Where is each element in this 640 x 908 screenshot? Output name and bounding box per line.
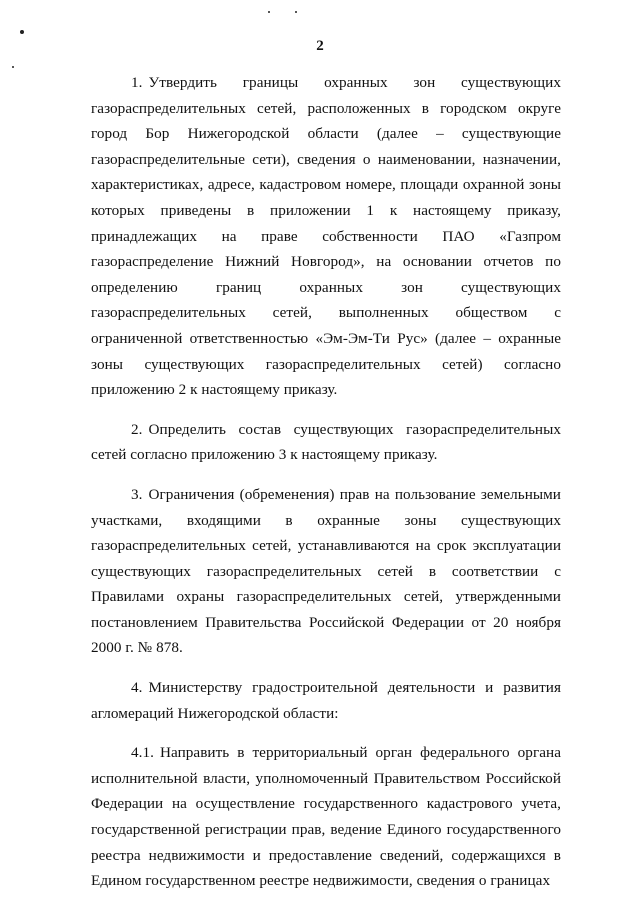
- paragraph-4-1: [91, 740, 561, 894]
- paragraph-text: Утвердить границы охранных зон существующих газораспределительных сетей, расположенных в городском округе город Бор Нижегородской области (далее – существующие газораспределительные сети), сведения о наименовании, назначении, характеристиках, адресе, кадастровом номере, площади охранной зоны которых приведены в приложении 1 к настоящему приказу, принадлежащих на праве собственности ПАО «Газпром газораспределение Нижний Новгород», на основании отчетов по определению границ охранных зон существующих газораспределительных сетей, выполненных обществом с ограниченной ответственностью «Эм-Эм-Ти Рус» (далее – охранные зоны существующих газораспределительных сетей) согласно приложению 2 к настоящему приказу.: [91, 74, 561, 399]
- paragraph-text: Ограничения (обременения) прав на пользование земельными участками, входящими в охранные зоны существующих газораспределительных сетей, устанавливаются на срок эксплуатации существующих газораспределительных сетей в соответствии с Правилами охраны газораспределительных сетей, утвержденными постановлением Правительства Российской Федерации от 20 ноября 2000 г. № 878.: [91, 485, 561, 657]
- paragraph-1: [91, 70, 561, 403]
- paragraph-number: 4.1.: [131, 744, 154, 762]
- scan-dot-mark: [295, 11, 297, 13]
- paragraph-text: Министерству градостроительной деятельности и развития агломераций Нижегородской области:: [91, 679, 561, 722]
- paragraph-number: 1.: [131, 74, 143, 91]
- paragraph-text: Определить состав существующих газораспределительных сетей согласно приложению 3 к настоящему приказу.: [91, 420, 561, 464]
- scan-dot-mark: [12, 66, 14, 68]
- page-number: 2: [316, 38, 324, 54]
- scan-dot-mark: [20, 30, 24, 34]
- paragraph-3: [91, 482, 561, 661]
- scan-dot-mark: [268, 11, 270, 13]
- paragraph-number: 4.: [131, 679, 143, 697]
- paragraph-2: [91, 417, 561, 468]
- paragraph-number: 3.: [131, 485, 143, 503]
- paragraph-text: Направить в территориальный орган федерального органа исполнительной власти, уполномоченный Правительством Российской Федерации на осуществление государственного кадастрового учета, государственной регистрации прав, ведение Единого государственного реестра недвижимости и предоставление сведений, содержащихся в Едином государственном реестре недвижимости, сведения о границах: [91, 744, 561, 890]
- paragraph-number: 2.: [131, 420, 143, 438]
- paragraph-4: [91, 675, 561, 726]
- document-body: [91, 70, 561, 908]
